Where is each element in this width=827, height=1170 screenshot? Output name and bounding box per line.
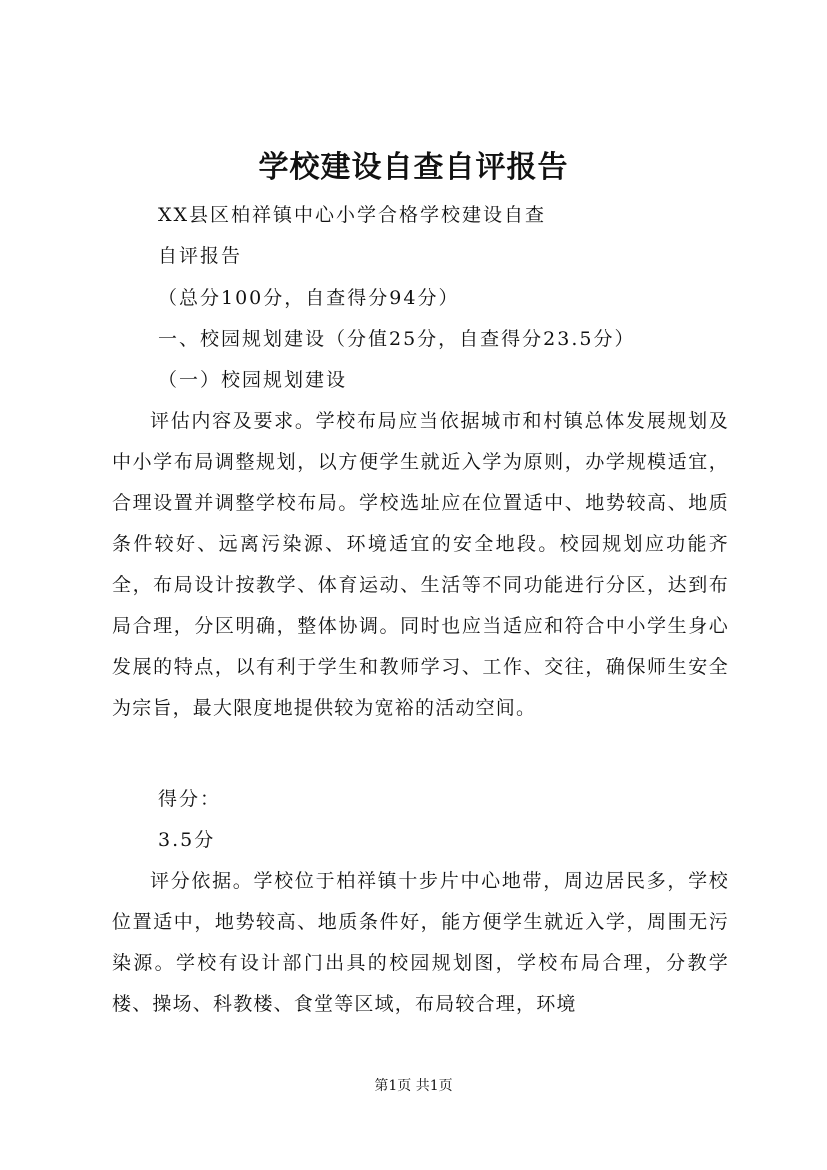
section-heading: 一、校园规划建设（分值25分，自查得分23.5分） <box>158 328 636 350</box>
score-summary: （总分100分，自查得分94分） <box>158 287 460 309</box>
subtitle-line-1: XX县区柏祥镇中心小学合格学校建设自查 <box>158 204 547 226</box>
subsection-heading: （一）校园规划建设 <box>158 369 348 391</box>
requirements-paragraph: 评估内容及要求。学校布局应当依据城市和村镇总体发展规划及中小学布局调整规划，以方便学生就近入学为原则，办学规模适宜，合理设置并调整学校布局。学校选址应在位置适中、地势较高、地质条件较好、远离污染源、环境适宜的安全地段。校园规划应功能齐全，布局设计按教学、体育运动、生活等不同功能进行分区，达到布局合理，分区明确，整体协调。同时也应当适应和符合中小学生身心发展的特点，以有利于学生和教师学习、工作、交往，确保师生安全为宗旨，最大限度地提供较为宽裕的活动空间。 <box>112 410 729 719</box>
score-value: 3.5分 <box>158 829 216 851</box>
basis-paragraph: 评分依据。学校位于柏祥镇十步片中心地带，周边居民多，学校位置适中，地势较高、地质条件好，能方便学生就近入学，周围无污染源。学校有设计部门出具的校园规划图，学校布局合理，分教学楼、操场、科教楼、食堂等区域，布局较合理，环境 <box>112 870 729 1015</box>
document-title: 学校建设自查自评报告 <box>258 150 569 185</box>
page-footer: 第1页 共1页 <box>374 1078 453 1094</box>
subtitle-line-2: 自评报告 <box>158 245 243 267</box>
score-label: 得分： <box>158 788 222 810</box>
